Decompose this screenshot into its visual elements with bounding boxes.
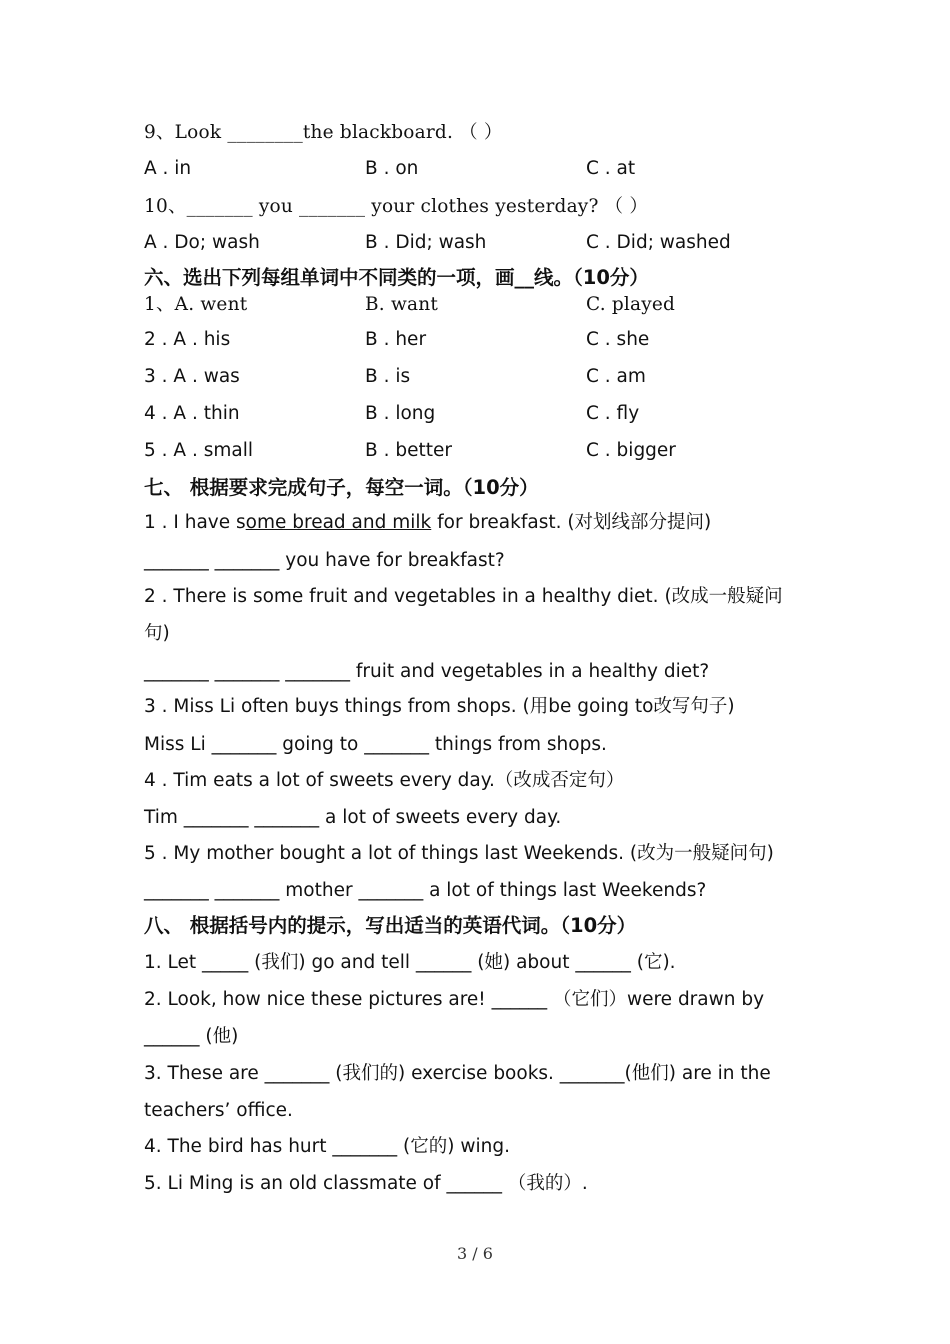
sentence-4: 4 . Tim eats a lot of sweets every day.（改成否定句） (144, 770, 625, 791)
sentence-1-end: for breakfast. (对划线部分提问) (431, 512, 712, 533)
row-option-c: C. played (586, 294, 676, 315)
pronoun-line-2: 2. Look, how nice these pictures are! ______ （它们）were drawn by (144, 989, 765, 1010)
row-option-b: B. want (365, 294, 438, 315)
row-option-a: 2 . A . his (144, 329, 231, 350)
sentence-1-start: 1 . I have s (144, 512, 246, 533)
row-option-b: B . is (365, 366, 411, 387)
row-option-b: B . her (365, 329, 427, 350)
row-option-b: B . better (365, 440, 452, 461)
option-b: B . Did; wash (365, 232, 487, 253)
row-option-a: 3 . A . was (144, 366, 240, 387)
option-c: C . Did; washed (586, 232, 731, 253)
pronoun-line-4: 4. The bird has hurt _______ (它的) wing. (144, 1136, 510, 1157)
option-a: A . in (144, 158, 192, 179)
sentence-2-answer: _______ _______ _______ fruit and vegetables in a healthy diet? (144, 661, 710, 682)
question-9: 9、Look ________the blackboard. （ ） (144, 122, 503, 143)
row-option-b: B . long (365, 403, 436, 424)
sentence-4-answer: Tim _______ _______ a lot of sweets every day. (144, 807, 562, 828)
option-a: A . Do; wash (144, 232, 260, 253)
sentence-2-continued: 句) (144, 623, 170, 644)
pronoun-line-5: 5. Li Ming is an old classmate of ______ （我的）. (144, 1173, 588, 1194)
sentence-3: 3 . Miss Li often buys things from shops. (用be going to改写句子) (144, 696, 735, 717)
pronoun-line-3-continued: teachers’ office. (144, 1100, 293, 1121)
sentence-2: 2 . There is some fruit and vegetables in a healthy diet. (改成一般疑问 (144, 586, 783, 607)
sentence-5-answer: _______ _______ mother _______ a lot of things last Weekends? (144, 880, 707, 901)
row-option-c: C . fly (586, 403, 640, 424)
row-option-a: 5 . A . small (144, 440, 253, 461)
option-b: B . on (365, 158, 419, 179)
sentence-3-answer: Miss Li _______ going to _______ things from shops. (144, 734, 607, 755)
section-8-title: 八、 根据括号内的提示，写出适当的英语代词。（10分） (144, 914, 637, 937)
section-7-title: 七、 根据要求完成句子，每空一词。（10分） (144, 476, 539, 499)
section-6-title: 六、选出下列每组单词中不同类的一项，画__线。（10分） (144, 266, 649, 289)
page-number: 3 / 6 (457, 1244, 493, 1263)
sentence-1-answer: _______ _______ you have for breakfast? (144, 550, 505, 571)
row-option-a: 1、A. went (144, 294, 248, 315)
sentence-5: 5 . My mother bought a lot of things last Weekends. (改为一般疑问句) (144, 843, 774, 864)
row-option-c: C . am (586, 366, 646, 387)
pronoun-line-3: 3. These are _______ (我们的) exercise books. _______(他们) are in the (144, 1063, 771, 1084)
option-c: C . at (586, 158, 636, 179)
row-option-c: C . bigger (586, 440, 676, 461)
question-10: 10、_______ you _______ your clothes yesterday? （ ） (144, 196, 649, 217)
sentence-1-underlined: ome bread and milk (245, 512, 432, 533)
sentence-1 (144, 511, 711, 535)
row-option-a: 4 . A . thin (144, 403, 240, 424)
pronoun-line-1: 1. Let _____ (我们) go and tell ______ (她) about ______ (它). (144, 952, 676, 973)
row-option-c: C . she (586, 329, 650, 350)
pronoun-line-2-continued: ______ (他) (144, 1026, 239, 1047)
